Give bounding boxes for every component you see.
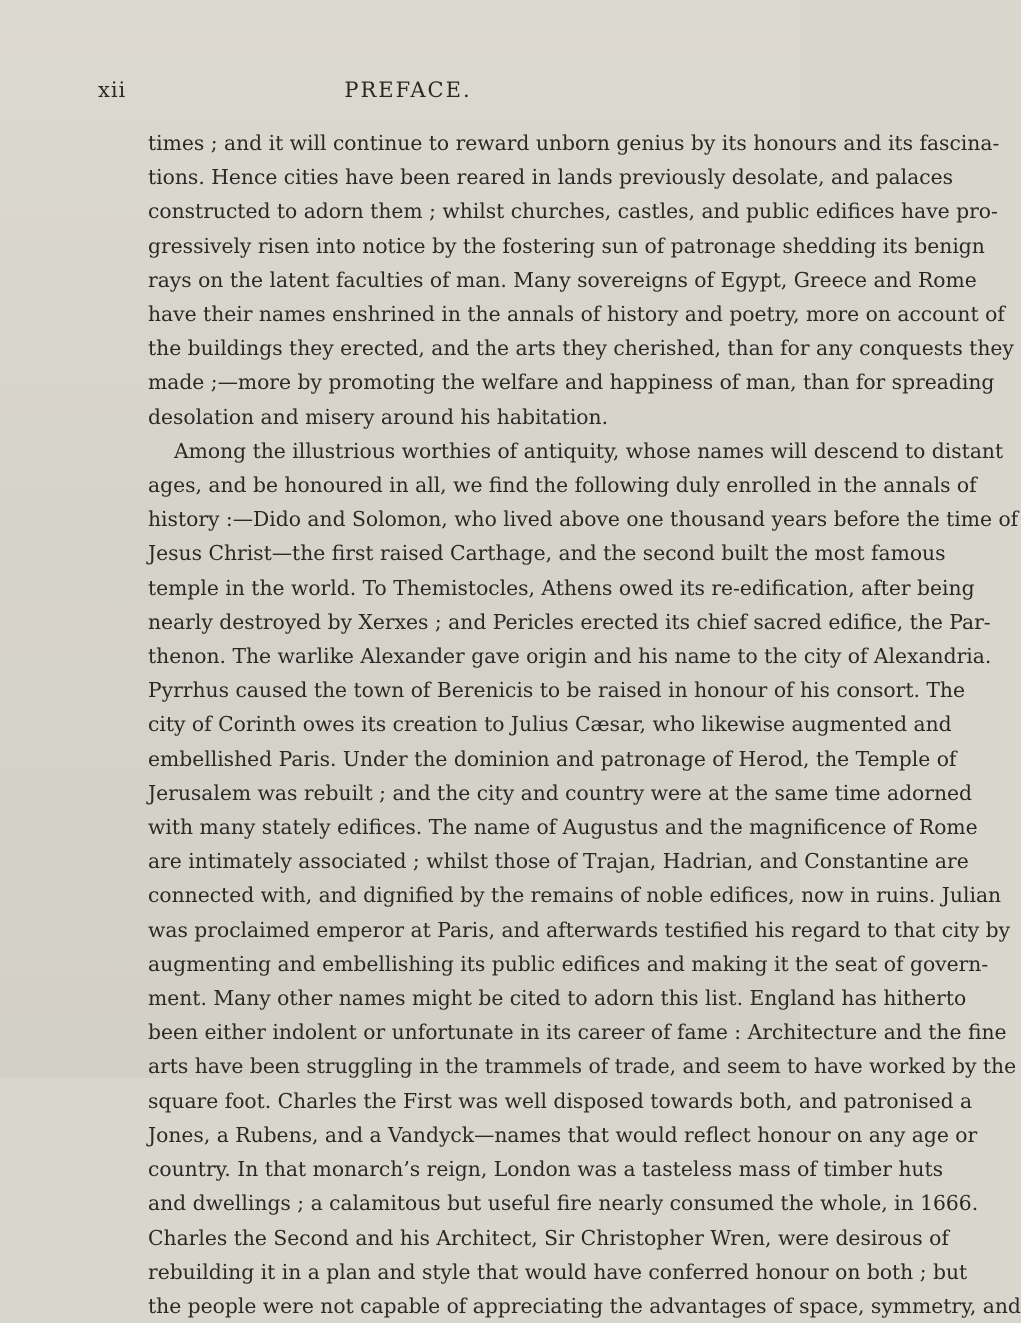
text-line: and dwellings ; a calamitous but useful fire nearly consumed the whole, in 1666.: [148, 1191, 979, 1216]
body-text: [148, 126, 1021, 1323]
text-line: history :—Dido and Solomon, who lived above one thousand years before the time of: [148, 507, 1019, 532]
text-line: times ; and it will continue to reward unborn genius by its honours and its fascina-: [148, 131, 1000, 155]
text-line: was proclaimed emperor at Paris, and afterwards testified his regard to that city by: [148, 917, 1011, 942]
text-line: country. In that monarch’s reign, London was a tasteless mass of timber huts: [148, 1157, 944, 1182]
text-line: nearly destroyed by Xerxes ; and Pericles erected its chief sacred edifice, the Par-: [148, 609, 991, 634]
text-line: rays on the latent faculties of man. Many sovereigns of Egypt, Greece and Rome: [148, 267, 977, 292]
text-line: have their names enshrined in the annals of history and poetry, more on account of: [148, 302, 1005, 327]
text-line: Jones, a Rubens, and a Vandyck—names that would reflect honour on any age or: [148, 1122, 978, 1147]
text-line: Among the illustrious worthies of antiquity, whose names will descend to distant: [174, 438, 1004, 463]
text-line: Charles the Second and his Architect, Sir Christopher Wren, were desirous of: [148, 1225, 949, 1250]
text-line: arts have been struggling in the trammels of trade, and seem to have worked by the: [148, 1054, 1017, 1079]
text-line: been either indolent or unfortunate in its career of fame : Architecture and the fine: [148, 1020, 1007, 1045]
text-line: tions. Hence cities have been reared in lands previously desolate, and palaces: [148, 165, 953, 190]
text-line: city of Corinth owes its creation to Julius Cæsar, who likewise augmented and: [148, 712, 952, 737]
text-line: gressively risen into notice by the fostering sun of patronage shedding its benign: [148, 233, 985, 258]
text-line: temple in the world. To Themistocles, Athens owed its re-edification, after being: [148, 575, 975, 600]
text-line: square foot. Charles the First was well disposed towards both, and patronised a: [148, 1088, 973, 1113]
text-line: made ;—more by promoting the welfare and happiness of man, than for spreading: [148, 370, 995, 395]
text-line: Jesus Christ—the first raised Carthage, and the second built the most famous: [148, 541, 946, 566]
text-line: constructed to adorn them ; whilst churches, castles, and public edifices have pro-: [148, 199, 998, 224]
text-line: thenon. The warlike Alexander gave origin and his name to the city of Alexandria.: [148, 644, 992, 669]
text-line: ment. Many other names might be cited to adorn this list. England has hitherto: [148, 986, 967, 1011]
text-line: the buildings they erected, and the arts they cherished, than for any conquests they: [148, 336, 1014, 361]
text-line: augmenting and embellishing its public edifices and making it the seat of govern-: [148, 951, 989, 976]
text-line: with many stately edifices. The name of Augustus and the magnificence of Rome: [148, 815, 978, 840]
text-line: ages, and be honoured in all, we find the following duly enrolled in the annals of: [148, 473, 977, 498]
text-line: embellished Paris. Under the dominion and patronage of Herod, the Temple of: [148, 746, 957, 771]
text-line: Pyrrhus caused the town of Berenicis to be raised in honour of his consort. The: [148, 678, 965, 703]
page-number: xii: [98, 78, 127, 102]
page-header: [98, 78, 718, 108]
running-head: PREFACE.: [344, 78, 472, 102]
text-line: are intimately associated ; whilst those of Trajan, Hadrian, and Constantine are: [148, 849, 969, 874]
text-line: connected with, and dignified by the remains of noble edifices, now in ruins. Julian: [148, 883, 1002, 908]
text-line: the people were not capable of appreciating the advantages of space, symmetry, and: [148, 1293, 1021, 1318]
text-line: Jerusalem was rebuilt ; and the city and country were at the same time adorned: [148, 780, 973, 805]
text-line: desolation and misery around his habitation.: [148, 404, 609, 429]
text-line: rebuilding it in a plan and style that would have conferred honour on both ; but: [148, 1259, 968, 1284]
